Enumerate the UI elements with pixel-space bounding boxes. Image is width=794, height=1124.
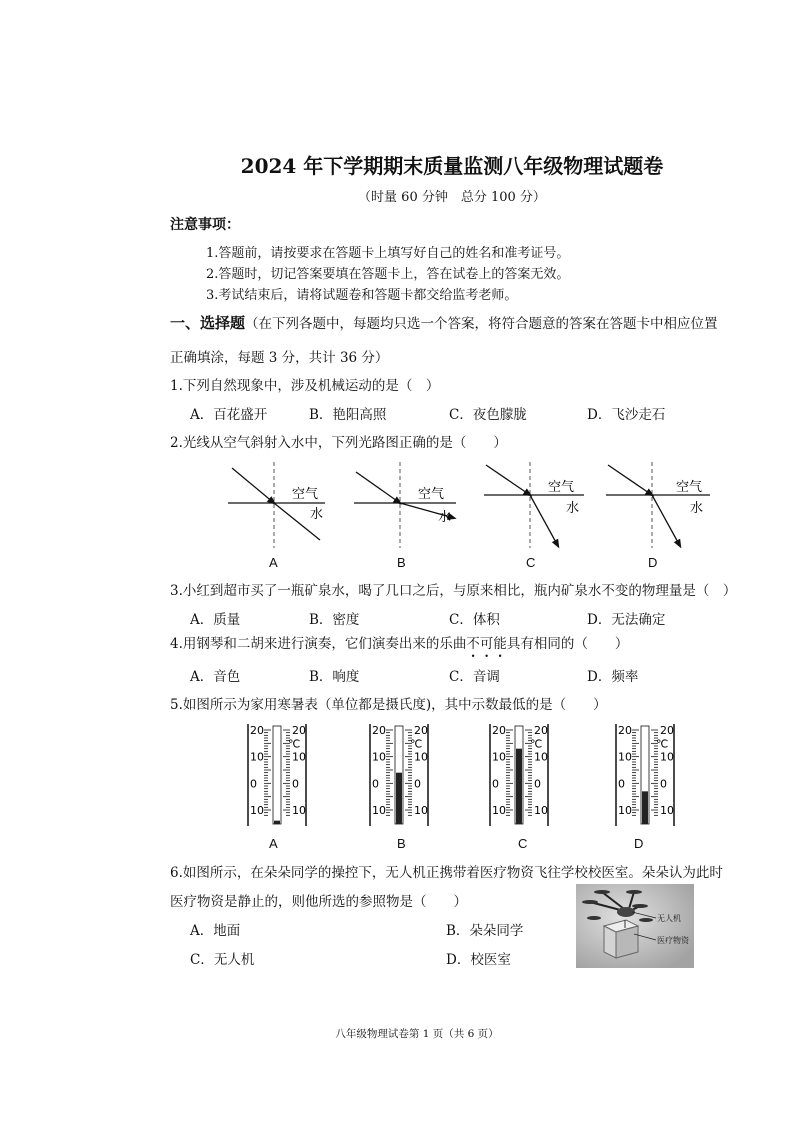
question-6-option-b: B．朵朵同学 — [446, 923, 524, 939]
thermometer-d — [616, 724, 674, 826]
figure-label-c: C — [518, 836, 528, 851]
section-instr-line2: 正确填涂，每题 3 分，共计 36 分） — [170, 350, 389, 366]
question-1-option-a: A．百花盛开 — [190, 407, 268, 423]
notes-heading: 注意事项： — [170, 217, 240, 233]
refraction-diagrams — [220, 460, 720, 550]
tick-label-left: 10 — [618, 750, 632, 764]
figure-label-c: C — [526, 555, 536, 570]
liquid-column — [516, 749, 522, 824]
tick-label-left: 0 — [492, 777, 499, 791]
tick-label-right: 10 — [292, 750, 306, 764]
tick-label-left: 10 — [372, 804, 386, 817]
figure-label-d: D — [648, 555, 658, 570]
question-3-stem: 3.小红到超市买了一瓶矿泉水，喝了几口之后，与原来相比，瓶内矿泉水不变的物理量是（ ） — [170, 583, 737, 599]
tick-label-right: 10 — [534, 804, 548, 817]
drone-image — [576, 884, 694, 968]
air-label: 空气 — [676, 480, 703, 495]
tick-label-left: 10 — [492, 750, 506, 764]
tick-label-right: 0 — [660, 777, 667, 791]
note-item: 2.答题时，切记答案要填在答题卡上，答在试卷上的答案无效。 — [206, 267, 570, 282]
unit-label: ℃ — [410, 737, 423, 751]
question-4-stem-after: 具有相同的（ ） — [506, 636, 629, 652]
drone-illustration — [576, 884, 694, 968]
tick-label-left: 10 — [250, 804, 264, 817]
tick-label-right: 10 — [414, 804, 428, 817]
air-label: 空气 — [292, 487, 319, 502]
unit-label: ℃ — [656, 737, 669, 751]
tick-label-left: 20 — [372, 724, 386, 737]
refraction-diagram-d — [606, 462, 710, 548]
tick-label-right: 20 — [414, 724, 428, 737]
tick-label-left: 10 — [492, 804, 506, 817]
question-3-option-a: A．质量 — [190, 612, 241, 628]
question-4-option-c: C．音调 — [449, 669, 500, 685]
figure-label-a: A — [269, 836, 278, 851]
water-label: 水 — [310, 507, 324, 522]
refraction-diagram-b — [354, 462, 456, 548]
page-footer: 八年级物理试卷第 1 页（共 6 页） — [335, 1028, 499, 1040]
unit-label: ℃ — [530, 737, 543, 751]
water-label: 水 — [690, 501, 704, 516]
water-label: 水 — [438, 510, 452, 525]
section-instructions — [170, 312, 718, 333]
tick-label-right: 0 — [414, 777, 421, 791]
tick-label-right: 0 — [534, 777, 541, 791]
tick-label-left: 10 — [618, 804, 632, 817]
question-1-option-d: D．飞沙走石 — [587, 407, 666, 423]
tick-label-right: 10 — [292, 804, 306, 817]
liquid-column — [396, 773, 402, 824]
refraction-diagram-a — [228, 462, 325, 548]
section-heading: 一、选择题 — [170, 314, 246, 332]
note-item: 3.考试结束后，请将试题卷和答题卡都交给监考老师。 — [206, 288, 518, 303]
tick-label-right: 10 — [660, 750, 674, 764]
tick-label-right: 20 — [534, 724, 548, 737]
question-3-option-b: B．密度 — [309, 612, 360, 628]
thermometer-figures — [240, 722, 690, 830]
tick-label-right: 10 — [660, 804, 674, 817]
question-5-stem: 5.如图所示为家用寒暑表（单位都是摄氏度)，其中示数最低的是（ ） — [170, 697, 607, 713]
tick-label-left: 0 — [250, 777, 257, 791]
drone-label: 无人机 — [657, 914, 681, 923]
question-3-option-d: D．无法确定 — [587, 612, 666, 628]
emphasis-char: 能 — [493, 636, 507, 652]
question-4-option-d: D．频率 — [587, 669, 639, 685]
supplies-label: 医疗物资 — [657, 936, 689, 945]
question-6-option-d: D．校医室 — [446, 952, 511, 968]
unit-label: ℃ — [288, 737, 301, 751]
figure-label-d: D — [634, 836, 644, 851]
refraction-diagram-c — [484, 462, 584, 548]
question-6-option-c: C．无人机 — [190, 952, 255, 968]
thermometer-a — [248, 724, 306, 826]
tick-label-left: 10 — [250, 750, 264, 764]
question-1-stem: 1.下列自然现象中，涉及机械运动的是（ ） — [170, 378, 440, 394]
water-label: 水 — [566, 501, 580, 516]
question-2-stem: 2.光线从空气斜射入水中，下列光路图正确的是（ ） — [170, 435, 507, 451]
section-instr-line1: （在下列各题中，每题均只选一个答案，将符合题意的答案在答题卡中相应位置 — [245, 316, 718, 332]
figure-label-b: B — [397, 555, 406, 570]
exam-title: 2024 年下学期期末质量监测八年级物理试题卷 — [240, 154, 664, 178]
question-4-option-a: A．音色 — [190, 669, 241, 685]
question-1-option-b: B．艳阳高照 — [309, 407, 387, 423]
thermometer-c — [490, 724, 548, 826]
tick-label-left: 0 — [372, 777, 379, 791]
figure-label-a: A — [269, 555, 278, 570]
emphasis-char: 不 — [466, 636, 480, 652]
tick-label-right: 0 — [292, 777, 299, 791]
thermometer-b — [370, 724, 428, 826]
tick-label-left: 0 — [618, 777, 625, 791]
liquid-column — [274, 821, 280, 824]
question-4-option-b: B．响度 — [309, 669, 360, 685]
tube — [273, 726, 281, 824]
air-label: 空气 — [418, 487, 445, 502]
tick-label-right: 20 — [660, 724, 674, 737]
tick-label-left: 20 — [492, 724, 506, 737]
question-3-option-c: C．体积 — [449, 612, 500, 628]
question-1-option-c: C．夜色朦胧 — [449, 407, 527, 423]
question-6-stem-line2: 医疗物资是静止的，则他所选的参照物是（ ） — [170, 894, 467, 910]
air-label: 空气 — [548, 480, 575, 495]
figure-label-b: B — [397, 836, 406, 851]
question-4-stem — [170, 632, 628, 652]
exam-subtitle: （时量 60 分钟 总分 100 分） — [358, 190, 546, 205]
question-4-stem-before: 4.用钢琴和二胡来进行演奏，它们演奏出来的乐曲 — [170, 636, 467, 652]
tick-label-left: 20 — [250, 724, 264, 737]
tick-label-right: 10 — [414, 750, 428, 764]
tick-label-left: 10 — [372, 750, 386, 764]
tick-label-right: 10 — [534, 750, 548, 764]
note-item: 1.答题前，请按要求在答题卡上填写好自己的姓名和准考证号。 — [206, 246, 570, 261]
liquid-column — [642, 791, 648, 824]
question-6-stem-line1: 6.如图所示，在朵朵同学的操控下，无人机正携带着医疗物资飞往学校校医室。朵朵认为此时 — [170, 865, 723, 881]
tick-label-left: 20 — [618, 724, 632, 737]
tick-label-right: 20 — [292, 724, 306, 737]
emphasis-char: 可 — [479, 636, 494, 652]
question-6-option-a: A．地面 — [190, 923, 241, 939]
